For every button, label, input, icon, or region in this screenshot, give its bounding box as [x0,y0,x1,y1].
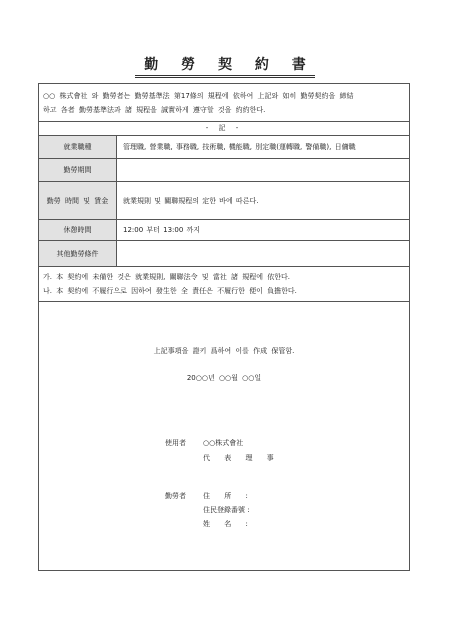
row-hours-wage [39,182,409,220]
note-item: 가. 本 契約에 未備한 것은 就業規則, 關聯法令 및 當社 諸 規程에 依한다. [43,273,291,281]
notes-section [39,267,409,302]
worker-id-label: 住民登錄番號 : [203,506,250,514]
row-value: 就業規則 및 關聯規程의 定한 바에 따른다. [123,196,259,205]
employer-rep-title: 代 表 理 事 [203,454,280,462]
worker-address-label: 住 所 : [203,492,254,500]
row-value [123,159,407,181]
row-label: 勤勞 時間 및 賃金 [39,182,117,219]
employer-company: ○○株式會社 [203,439,244,447]
row-other-conditions [39,241,409,267]
contract-frame [38,83,410,571]
row-break-time [39,220,409,241]
intro-line-1: ○○ 株式會社 와 勤勞者는 勤勞基準法 第17條의 規程에 依하여 上記와 如히 勤勞契約을 締結 [43,92,354,100]
row-label: 勤勞期間 [39,159,117,181]
row-work-period [39,159,409,182]
intro-line-2: 하고 各者 勤勞基準法과 諸 規程을 誠實하게 遵守할 것을 約約한다. [43,106,266,114]
employer-label: 使用者 [165,439,186,447]
worker-label: 勤勞者 [165,492,186,500]
intro-paragraph [39,84,409,122]
row-label: 其他勤勞條件 [39,241,117,266]
row-value: 12:00 부터 13:00 까지 [123,226,201,234]
row-job-type [39,136,409,159]
confirm-text: 上記事項을 證키 爲하여 이를 作成 保管함. [153,347,295,355]
document-title: 勤 勞 契 約 書 [135,56,315,78]
note-item: 나. 本 契約에 不履行으로 因하여 發生한 全 責任은 不履行한 便이 負擔한다. [43,287,297,295]
title-area [0,54,450,78]
row-value: 管理職, 營業職, 事務職, 技術職, 機能職, 別定職(運轉職, 警備職), 日傭職 [123,143,356,151]
row-label: 休憩時間 [39,220,117,240]
ki-heading: - 記 - [39,122,409,136]
date-text: 20○○년 ○○월 ○○일 [186,374,262,382]
row-value [123,241,407,266]
row-label: 就業職種 [39,136,117,158]
worker-name-label: 姓 名 : [203,520,254,528]
